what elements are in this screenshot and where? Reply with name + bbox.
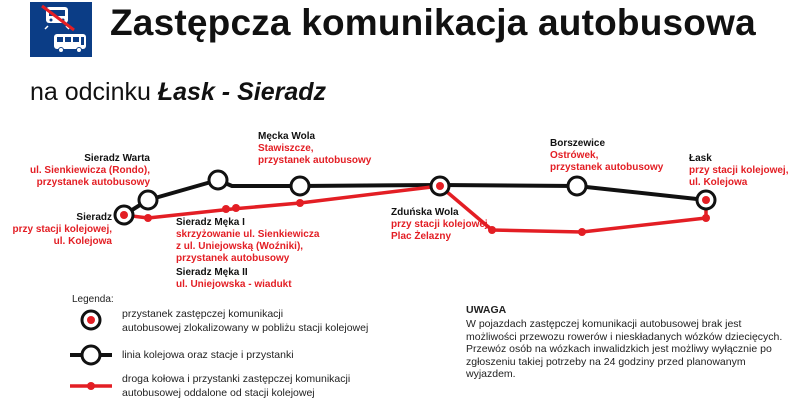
legend-item-rail: linia kolejowa oraz stacje i przystanki bbox=[122, 349, 294, 361]
notice-title: UWAGA bbox=[466, 304, 507, 316]
stop-zdunska-wola bbox=[436, 182, 444, 190]
stop-lask bbox=[702, 196, 710, 204]
station-sieradz-warta bbox=[139, 191, 157, 209]
label-borszewice: Borszewice Ostrówek, przystanek autobusowy bbox=[550, 138, 664, 173]
station-borszewice bbox=[568, 177, 586, 195]
stop-mecka-wola-road bbox=[296, 199, 304, 207]
page-title: Zastępcza komunikacja autobusowa bbox=[110, 2, 756, 43]
label-sieradz-meka-1: Sieradz Męka I skrzyżowanie ul. Sienkiewicza z ul. Uniejowską (Woźniki), przystanek autobusowy bbox=[176, 217, 320, 264]
label-sieradz-meka-2: Sieradz Męka II ul. Uniejowska - wiadukt bbox=[176, 267, 292, 290]
legend-item-near-station: przystanek zastępczej komunikacji autobusowej zlokalizowany w pobliżu stacji kolejowej bbox=[122, 308, 369, 334]
station-mecka-wola bbox=[291, 177, 309, 195]
label-mecka-wola: Męcka Wola Stawiszcze, przystanek autobusowy bbox=[258, 131, 372, 166]
stop-lask-road bbox=[702, 214, 710, 222]
label-sieradz: Sieradz przy stacji kolejowej, ul. Kolejowa bbox=[12, 212, 112, 247]
stop-sieradz-meka-1 bbox=[222, 205, 230, 213]
station-sieradz-meka bbox=[209, 171, 227, 189]
label-sieradz-warta: Sieradz Warta ul. Sienkiewicza (Rondo), przystanek autobusowy bbox=[29, 153, 150, 188]
stop-sieradz-warta-road bbox=[144, 214, 152, 222]
legend-title: Legenda: bbox=[72, 294, 114, 305]
stop-sieradz bbox=[120, 211, 128, 219]
notice-text: W pojazdach zastępczej komunikacji autobusowej brak jest możliwości przewozu rowerów i nieskładanych wózków dziecięcych. Przewóz osób na wózkach inwalidzkich jest możliwy wyłącznie po zgłoszeniu takiej potrzeby na 24 godziny przed planowanym wyjazdem. bbox=[466, 318, 783, 380]
subtitle-prefix: na odcinku bbox=[30, 78, 158, 106]
stop-borszewice-road bbox=[578, 228, 586, 236]
label-zdunska-wola: Zduńska Wola przy stacji kolejowej, Plac Żelazny bbox=[391, 207, 491, 242]
label-lask: Łask przy stacji kolejowej, ul. Kolejowa bbox=[689, 153, 789, 188]
legend-item-road: droga kołowa i przystanki zastępczej komunikacji autobusowej oddalone od stacji kolejowej bbox=[122, 373, 351, 399]
stop-sieradz-meka-2 bbox=[232, 204, 240, 212]
subtitle-route: Łask - Sieradz bbox=[157, 78, 327, 106]
